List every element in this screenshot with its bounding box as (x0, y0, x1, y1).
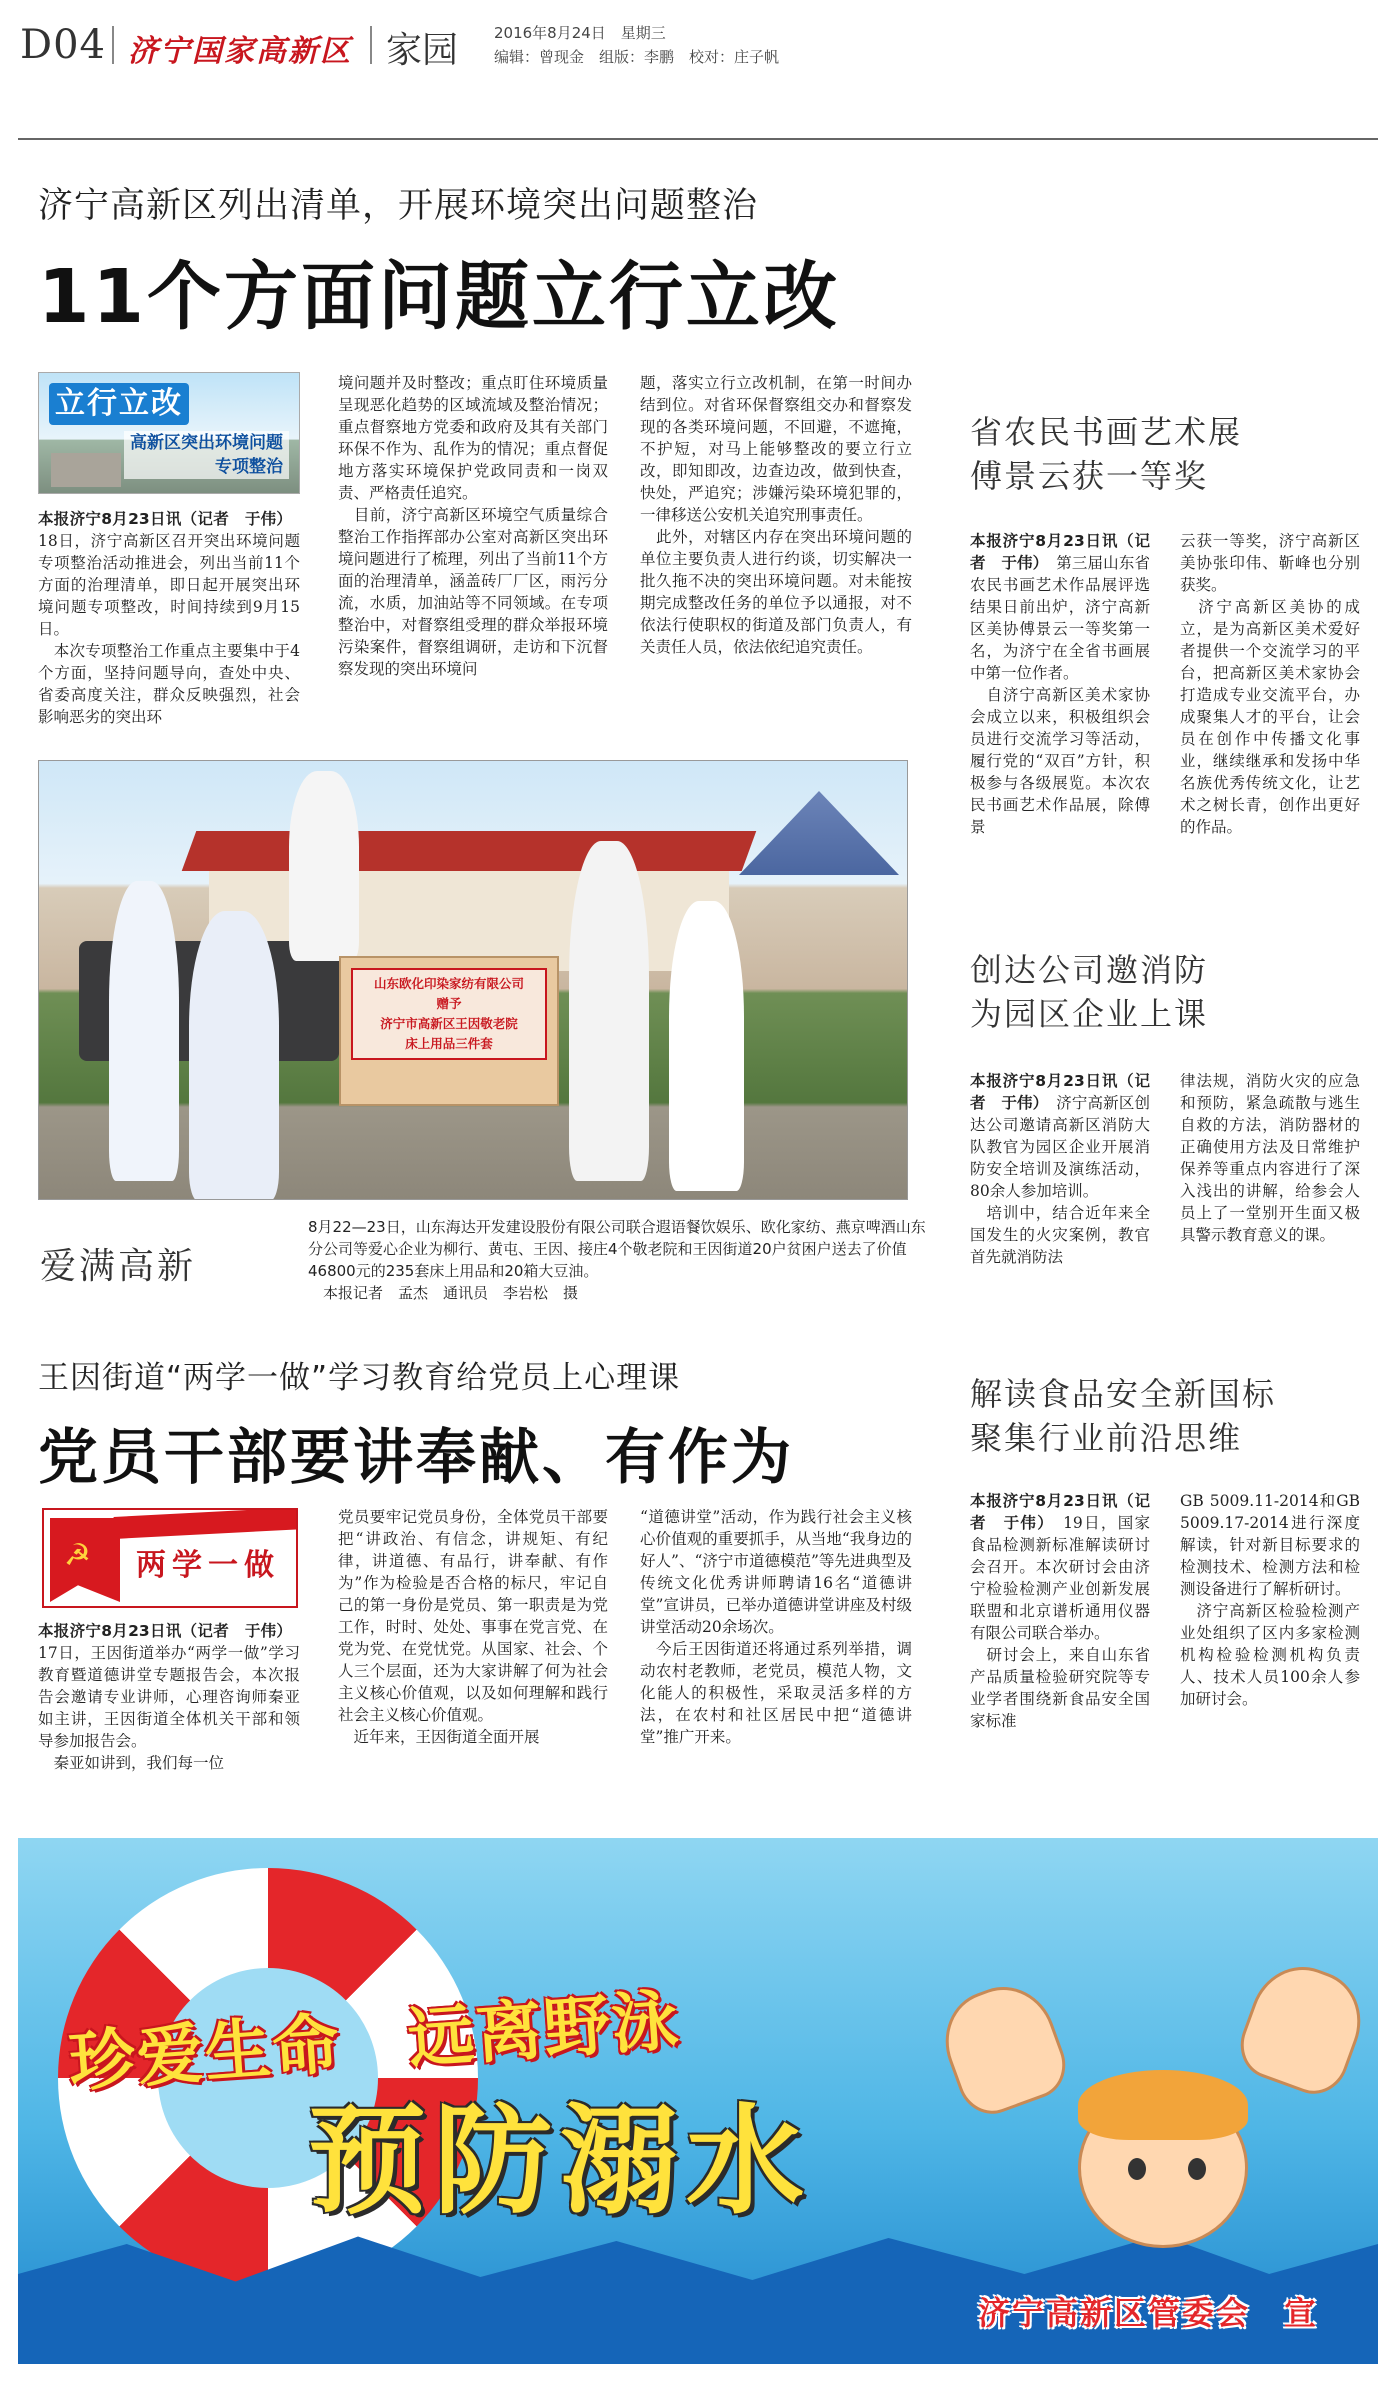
dateline: 本报济宁8月23日讯（记者 于伟） (970, 532, 1150, 572)
side3-column-1: 本报济宁8月23日讯（记者 于伟） 19日，国家食品检测新标准解读研讨会召开。本次研讨会由济宁检验检测产业创新发展联盟和北京谱析通用仪器有限公司联合举办。 研讨会上，来自山东省产品质量检验研究院等专业学者围绕新食品安全国家标准 (970, 1492, 1150, 1730)
photo-caption: 8月22—23日，山东海达开发建设股份有限公司联合遐语餐饮娱乐、欧化家纺、燕京啤酒山东分公司等爱心企业为柳行、黄屯、王因、接庄4个敬老院和王因街道20户贫困户送去了价值46800元的235套床上用品和20箱大豆油。 本报记者 孟杰 通讯员 李岩松 摄 (308, 1218, 926, 1302)
hammer-sickle-icon: ☭ (64, 1538, 91, 1573)
dateline: 本报济宁8月23日讯（记者 于伟） (38, 1622, 285, 1640)
dateline: 本报济宁8月23日讯（记者 于伟） (38, 510, 285, 528)
person-figure (289, 771, 359, 961)
badge-subtitle: 高新区突出环境问题 专项整治 (124, 431, 289, 479)
news-photo (38, 760, 908, 1200)
article2-column-2: 党员要牢记党员身份，全体党员干部要把“讲政治、有信念，讲规矩、有纪律，讲道德、有品行，讲奉献、有作为”作为检验是否合格的标尺，牢记自己的第一身份是党员、第一职责是为党工作，时时、处处、事事在党言党、在党为党、在党忧党。从国家、社会、个人三个层面，还为大家讲解了何为社会主义核心价值观，以及如何理解和践行社会主义核心价值观。 近年来，王因街道全面开展 (338, 1508, 608, 1746)
issue-date: 2016年8月24日 星期三 (494, 24, 666, 42)
child-eye (1188, 2158, 1206, 2180)
article2-column-1: 本报济宁8月23日讯（记者 于伟） 17日，王因街道举办“两学一做”学习教育暨道德讲堂专题报告会，本次报告会邀请专业讲师，心理咨询师秦亚如主讲，王因街道全体机关干部和领导参加报告会。 秦亚如讲到，我们每一位 (38, 1622, 300, 1772)
dateline: 本报济宁8月23日讯（记者 于伟） (970, 1492, 1150, 1532)
ad-slogan-2: 预防溺水 (308, 2092, 813, 2230)
person-figure (569, 841, 649, 1181)
article1-column-2: 境问题并及时整改；重点盯住环境质量呈现恶化趋势的区域流域及整治情况；重点督察地方党委和政府及其有关部门环保不作为、乱作为的情况；重点督促地方落实环境保护党政同责和一岗双责、严格责任追究。 目前，济宁高新区环境空气质量综合整治工作指挥部办公室对高新区突出环境问题进行了梳理，列出了当前11个方面的治理清单，涵盖砖厂厂区，雨污分流，水质，加油站等不同领域。在专项整治中，对督察组受理的群众举报环境污染案件，督察组调研，走访和下沉督察发现的突出环境问 (338, 374, 608, 678)
photo-title: 爱满高新 (40, 1246, 197, 1287)
page-number: D04 (20, 22, 106, 68)
box-label: 山东欧化印染家纺有限公司 赠予 济宁市高新区王因敬老院 床上用品三件套 (351, 968, 547, 1060)
roof-graphic (182, 831, 757, 871)
child-eye (1128, 2158, 1146, 2180)
child-hand-left (931, 1973, 1075, 2123)
article2-column-3: “道德讲堂”活动，作为践行社会主义核心价值观的重要抓手，从当地“我身边的好人”、“济宁市道德模范”等先进典型及传统文化优秀讲师聘请16名“道德讲堂”宣讲员，已举办道德讲堂讲座及村级讲堂活动20余场次。 今后王因街道还将通过系列举措，调动农村老教师，老党员，模范人物，文化能人的积极性，采取灵活多样的方法，在农村和社区居民中把“道德讲堂”推广开来。 (640, 1508, 912, 1746)
editor-credits: 编辑：曾现金 组版：李鹏 校对：庄子帆 (494, 48, 780, 66)
ad-signature: 济宁高新区管委会 宣 (977, 2294, 1318, 2332)
badge-text: 两学一做 (136, 1548, 280, 1583)
ad-slogan-1: 珍爱生命 远离野泳 (66, 1981, 683, 2102)
article1-kicker: 济宁高新区列出清单，开展环境突出问题整治 (38, 186, 759, 226)
article1-column-3: 题，落实立行立改机制，在第一时间办结到位。对省环保督察组交办和督察发现的各类环境问题，不回避，不遮掩，不护短，对马上能够整改的要立行立改，即知即改，边查边改，做到快查，快处，严追究；涉嫌污染环境犯罪的，一律移送公安机关追究刑事责任。 此外，对辖区内存在突出环境问题的单位主要负责人进行约谈，切实解决一批久拖不决的突出环境问题。对未能按期完成整改任务的单位予以通报，对不依法行使职权的街道及部门负责人，有关责任人员，依法依纪追究责任。 (640, 374, 912, 656)
badge-title: 立行立改 (49, 383, 189, 425)
header-divider (112, 26, 114, 64)
article1-column-1: 本报济宁8月23日讯（记者 于伟） 18日，济宁高新区召开突出环境问题专项整治活动推进会，列出当前11个方面的治理清单，即日起开展突出环境问题专项整改，时间持续到9月15日。 本次专项整治工作重点主要集中于4个方面，坚持问题导向，查处中央、省委高度关注，群众反映强烈，社会影响恶劣的突出环 (38, 510, 300, 726)
dateline: 本报济宁8月23日讯（记者 于伟） (970, 1072, 1150, 1112)
child-hand-right (1231, 1953, 1375, 2103)
header-divider (370, 26, 372, 64)
ribbon-graphic (114, 1508, 298, 1539)
side3-column-2: GB 5009.11-2014和GB 5009.17-2014进行深度解读，针对新目标要求的检测技术、检测方法和检测设备进行了解析研讨。 济宁高新区检验检测产业处组织了区内多家检测机构检验检测机构负责人、技术人员100余人参加研讨会。 (1180, 1492, 1360, 1708)
side3-headline: 解读食品安全新国标 聚集行业前沿思维 (970, 1375, 1277, 1457)
side2-column-2: 律法规，消防火灾的应急和预防，紧急疏散与逃生自救的方法，消防器材的正确使用方法及日常维护保养等重点内容进行了深入浅出的讲解，给参会人员上了一堂别开生面又极具警示教育意义的课。 (1180, 1072, 1360, 1244)
child-hair (1078, 2070, 1248, 2140)
person-figure (109, 881, 179, 1181)
article2-headline: 党员干部要讲奉献、有作为 (38, 1423, 794, 1493)
side1-column-2: 云获一等奖，济宁高新区美协张印伟、靳峰也分别获奖。 济宁高新区美协的成立，是为高新区美术爱好者提供一个交流学习的平台，把高新区美术家协会打造成专业交流平台，办成聚集人才的平台，让会员在创作中传播文化事业，继续继承和发扬中华名族优秀传统文化，让艺术之树长青，创作出更好的作品。 (1180, 532, 1360, 836)
header-rule (18, 138, 1378, 140)
side1-headline: 省农民书画艺术展 傅景云获一等奖 (970, 413, 1243, 495)
public-service-ad (18, 1838, 1378, 2364)
person-figure (669, 901, 744, 1191)
donation-box (339, 956, 559, 1106)
article1-headline: 11个方面问题立行立改 (38, 254, 840, 340)
building-graphic (51, 453, 121, 487)
pavilion-graphic (739, 791, 899, 911)
section-name: 家园 (386, 30, 459, 71)
article2-badge (42, 1508, 298, 1608)
side2-headline: 创达公司邀消防 为园区企业上课 (970, 951, 1209, 1033)
article1-badge (38, 372, 300, 494)
article2-kicker: 王因街道“两学一做”学习教育给党员上心理课 (38, 1360, 681, 1396)
person-figure (189, 911, 279, 1200)
side1-column-1: 本报济宁8月23日讯（记者 于伟） 第三届山东省农民书画艺术作品展评选结果日前出炉，济宁高新区美协傅景云一等奖第一名，为济宁在全省书画展中第一位作者。 自济宁高新区美术家协会成立以来，积极组织会员进行交流学习等活动，履行党的“双百”方针，积极参与各级展览。本次农民书画艺术作品展，除傅景 (970, 532, 1150, 836)
newspaper-name: 济宁国家高新区 (128, 34, 352, 69)
side2-column-1: 本报济宁8月23日讯（记者 于伟） 济宁高新区创达公司邀请高新区消防大队教官为园区企业开展消防安全培训及演练活动，80余人参加培训。 培训中，结合近年来全国发生的火灾案例，教官首先就消防法 (970, 1072, 1150, 1266)
